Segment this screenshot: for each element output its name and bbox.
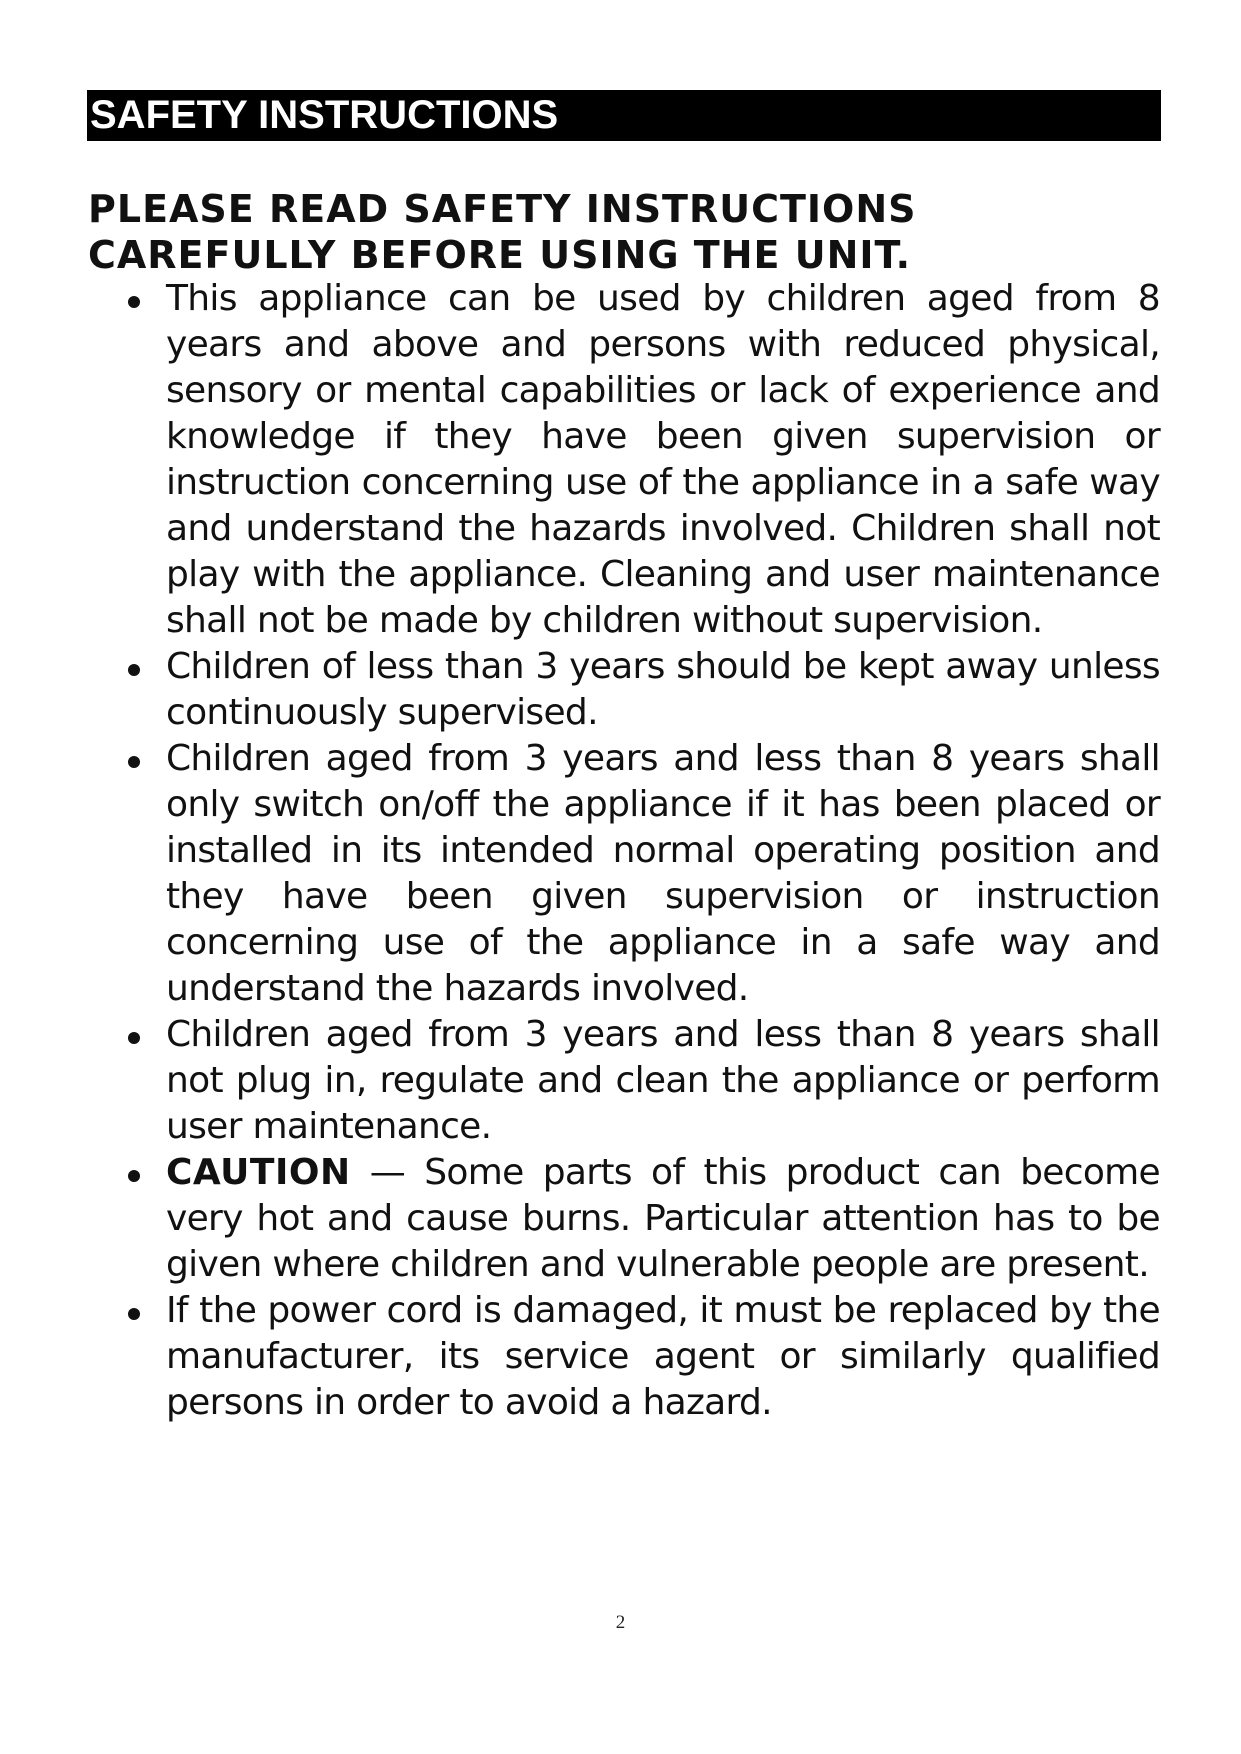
- bullet-icon: [128, 1032, 140, 1044]
- list-item-text: Children of less than 3 years should be kept away unless continuously supervised.: [166, 646, 1160, 733]
- list-item: [126, 1012, 1160, 1150]
- list-item-text: If the power cord is damaged, it must be replaced by the manufacturer, its service agent or similarly qualified persons in order to avoid a hazard.: [166, 1290, 1160, 1423]
- list-item-text: This appliance can be used by children aged from 8 years and above and persons with reduced physical, sensory or mental capabilities or lack of experience and knowledge if they have been given supervision or instruction concerning use of the appliance in a safe way and understand the hazards involved. Children shall not play with the appliance. Cleaning and user maintenance shall not be made by children without supervision.: [166, 278, 1160, 641]
- intro-heading: [88, 186, 1162, 278]
- intro-line-1: PLEASE READ SAFETY INSTRUCTIONS: [88, 187, 917, 231]
- list-item-text: — Some parts of this product can become very hot and cause burns. Particular attention has to be given where children and vulnerable people are present.: [166, 1152, 1160, 1285]
- list-item-text: Children aged from 3 years and less than 8 years shall only switch on/off the appliance if it has been placed or installed in its intended normal operating position and they have been given supervision or instruction concerning use of the appliance in a safe way and understand the hazards involved.: [166, 738, 1160, 1009]
- list-item: [126, 1288, 1160, 1426]
- bullet-icon: [128, 1308, 140, 1320]
- list-item: [126, 1150, 1160, 1288]
- section-header: [87, 90, 1161, 141]
- list-item-text: Children aged from 3 years and less than 8 years shall not plug in, regulate and clean the appliance or perform user maintenance.: [166, 1014, 1160, 1147]
- caution-label: CAUTION: [166, 1152, 351, 1193]
- bullet-icon: [128, 1170, 140, 1182]
- list-item: [126, 276, 1160, 644]
- intro-line-2: CAREFULLY BEFORE USING THE UNIT.: [88, 233, 912, 277]
- bullet-icon: [128, 296, 140, 308]
- section-title: SAFETY INSTRUCTIONS: [90, 93, 559, 137]
- safety-list: [126, 276, 1160, 1426]
- list-item: [126, 736, 1160, 1012]
- page-number: 2: [615, 1612, 626, 1633]
- bullet-icon: [128, 756, 140, 768]
- list-item: [126, 644, 1160, 736]
- bullet-icon: [128, 664, 140, 676]
